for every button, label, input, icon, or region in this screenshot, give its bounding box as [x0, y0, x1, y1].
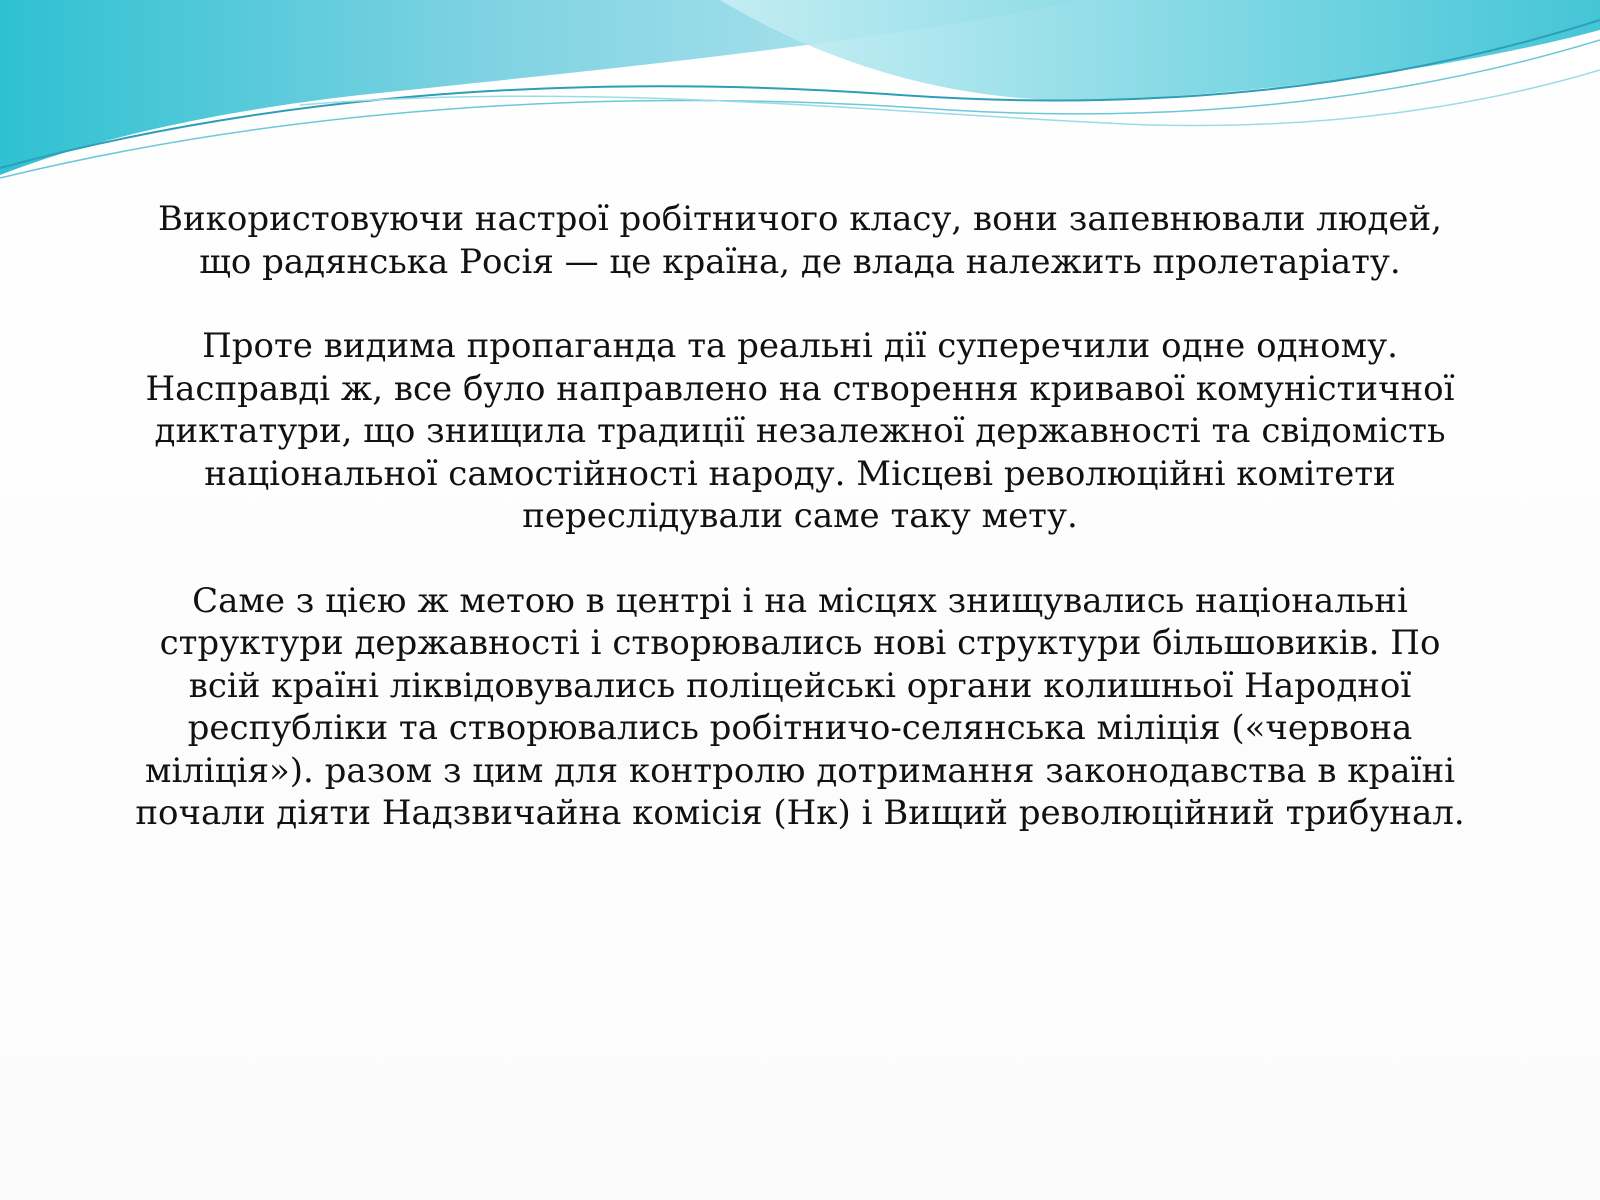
paragraph-3: Саме з цією ж метою в центрі і на місцях знищувались національні структури державності і створювались нові структури більшовиків. По всій країні ліквідовувались поліцейські органи колишньої Народної республіки та створювались робітничо-селянська міліція («червона міліція»). разом з цим для контролю дотримання законодавства в країні почали діяти Надзвичайна комісія (Нк) і Вищий революційний трибунал. [135, 580, 1465, 833]
wave-shape-right [720, 0, 1600, 100]
slide-body-text [130, 198, 1470, 877]
decorative-wave-header [0, 0, 1600, 200]
paragraph-1: Використовуючи настрої робітничого класу, вони запевнювали людей, що радянська Росія — це країна, де влада належить пролетаріату. [158, 199, 1442, 282]
paragraph-2: Проте видима пропаганда та реальні дії суперечили одне одному. Насправді ж, все було направлено на створення кривавої комуністичної диктатури, що знищила традиції незалежної державності та свідомість національної самостійності народу. Місцеві революційні комітети переслідували саме таку мету. [145, 326, 1455, 536]
